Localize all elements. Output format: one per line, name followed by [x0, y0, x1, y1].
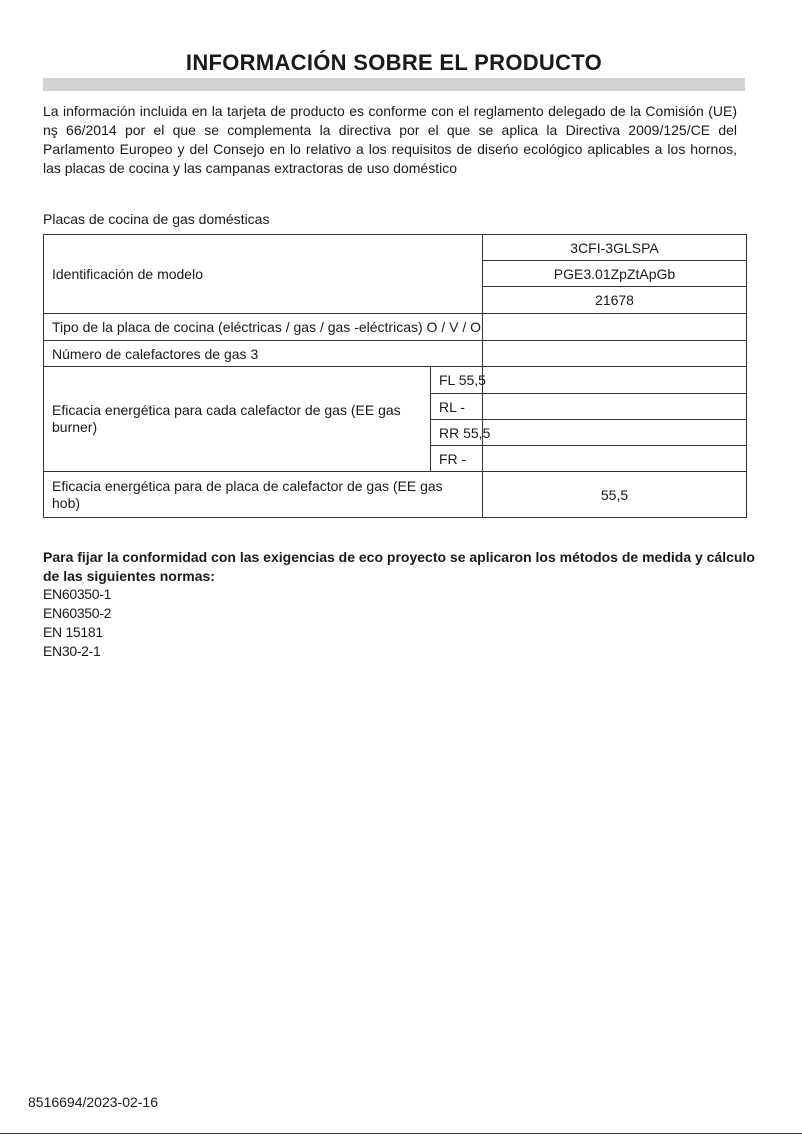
model-value-cell: 21678 — [483, 287, 747, 314]
product-spec-table — [43, 234, 747, 518]
section-subheading: Placas de cocina de gas domésticas — [43, 211, 270, 227]
list-item: EN60350-1 — [43, 586, 112, 602]
hob-efficiency-value-cell: 55,5 — [483, 472, 747, 518]
hob-efficiency-label-cell: Eficacia energética para de placa de calefactor de gas (EE gas hob) — [44, 472, 483, 518]
burner-cell-rl: RL - — [431, 394, 483, 420]
list-item: EN30-2-1 — [43, 643, 101, 659]
list-item: EN60350-2 — [43, 605, 112, 621]
norms-heading: Para fijar la conformidad con las exigencias de eco proyecto se aplicaron los métodos de medida y cálculo de las siguientes normas: — [43, 549, 755, 584]
empty-cell — [483, 420, 747, 446]
intro-paragraph: La información incluida en la tarjeta de producto es conforme con el reglamento delegado de la Comisión (UE) nş 66/2014 por el que se complementa la directiva por el que se aplica la Directiva 2009/125/CE del Parlamento Europeo y del Consejo en lo relativo a los requisitos de diseńo ecológico aplicables a los hornos, las placas de cocina y las campanas extractoras de uso doméstico — [43, 103, 737, 176]
burner-cell-fl: FL 55,5 — [431, 367, 483, 394]
table-row — [44, 235, 747, 261]
list-item: EN 15181 — [43, 624, 103, 640]
table-row — [44, 367, 747, 394]
efficiency-label-cell: Eficacia energética para cada calefactor de gas (EE gas burner) — [44, 367, 431, 472]
page-title: INFORMACIÓN SOBRE EL PRODUCTO — [185, 50, 603, 75]
table-row — [44, 472, 747, 518]
burner-count-cell: Número de calefactores de gas 3 — [44, 341, 483, 367]
empty-cell — [483, 446, 747, 472]
empty-cell — [483, 394, 747, 420]
table-row — [44, 341, 747, 367]
norms-list — [43, 585, 111, 661]
burner-cell-fr: FR - — [431, 446, 483, 472]
empty-cell — [483, 341, 747, 367]
bottom-rule — [0, 1133, 802, 1134]
document-id: 8516694/2023-02-16 — [28, 1094, 159, 1110]
model-value-cell: 3CFI-3GLSPA — [483, 235, 747, 261]
hob-type-cell: Tipo de la placa de cocina (eléctricas / gas / gas -eléctricas) O / V / O — [44, 314, 483, 341]
model-value-cell: PGE3.01ZpZtApGb — [483, 261, 747, 287]
title-underline-bar — [43, 78, 745, 91]
table-row — [44, 314, 747, 341]
empty-cell — [483, 367, 747, 394]
burner-cell-rr: RR 55,5 — [431, 420, 483, 446]
empty-cell — [483, 314, 747, 341]
model-label-cell: Identificación de modelo — [44, 235, 483, 314]
